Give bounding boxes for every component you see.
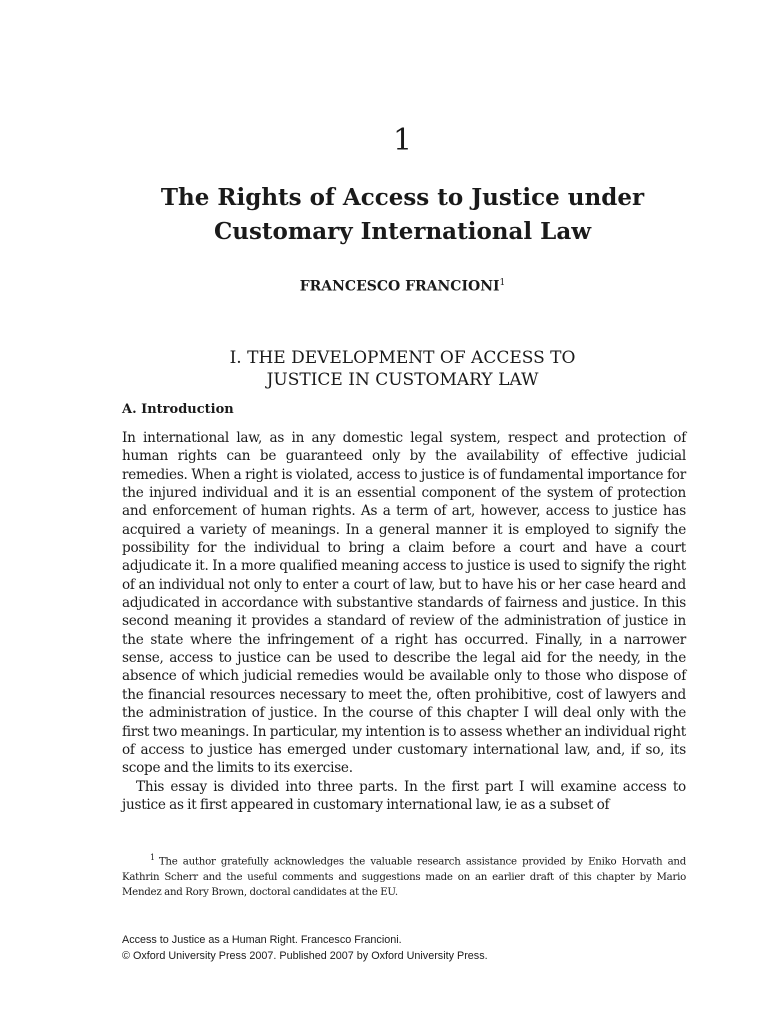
section-heading-line-2: JUSTICE IN CUSTOMARY LAW — [266, 370, 539, 390]
section-heading-line-1: I. THE DEVELOPMENT OF ACCESS TO — [229, 348, 576, 368]
paragraph-2: This essay is divided into three parts. In the first part I will examine access to justice as it first appeared in customary international law, ie as a subset of — [122, 778, 686, 813]
publisher-line-2: © Oxford University Press 2007. Published 2007 by Oxford University Press. — [122, 949, 488, 962]
footnote-mark: 1 — [150, 853, 155, 862]
chapter-title — [0, 181, 768, 249]
chapter-title-line-2: Customary International Law — [213, 218, 592, 245]
body-text — [122, 429, 686, 814]
publisher-info — [122, 933, 488, 964]
footnote-1 — [122, 850, 686, 901]
author-footnote-mark[interactable]: 1 — [499, 278, 506, 288]
publisher-line-1: Access to Justice as a Human Right. Francesco Francioni. — [122, 934, 402, 946]
footnote-text: The author gratefully acknowledges the valuable research assistance provided by Eniko Horvath and Kathrin Scherr and the useful comments and suggestions made on an earlier draft of this chapter by Mario Mendez and Rory Brown, doctoral candidates at the EU. — [122, 856, 686, 899]
footnote — [122, 850, 686, 901]
chapter-number: 1 — [392, 123, 413, 158]
author-name-text: FRANCESCO FRANCIONI — [299, 278, 500, 295]
paragraph-1: In international law, as in any domestic legal system, respect and protection of human rights can be guaranteed only by the availability of effective judicial remedies. When a right is violated, access to justice is of fundamental importance for the injured individual and it is an essential component of the system of protection and enforcement of human rights. As a term of art, however, access to justice has acquired a variety of meanings. In a general manner it is employed to signify the possibility for the individual to bring a claim before a court and have a court adjudicate it. In a more qualified meaning access to justice is used to signify the right of an individual not only to enter a court of law, but to have his or her case heard and adjudicated in accordance with substantive standards of fairness and justice. In this second meaning it provides a standard of review of the administration of justice in the state where the infringement of a right has occurred. Finally, in a narrower sense, access to justice can be used to describe the legal aid for the needy, in the absence of which judicial remedies would be available only to those who dispose of the financial resources necessary to meet the, often prohibitive, cost of lawyers and the administration of justice. In the course of this chapter I will deal only with the first two meanings. In particular, my intention is to assess whether an individual right of access to justice has emerged under customary international law, and, if so, its scope and the limits to its exercise. — [122, 430, 686, 777]
section-heading — [0, 347, 768, 391]
subsection-heading: A. Introduction — [122, 402, 234, 417]
author-name — [0, 273, 768, 297]
chapter-title-line-1: The Rights of Access to Justice under — [160, 184, 645, 211]
